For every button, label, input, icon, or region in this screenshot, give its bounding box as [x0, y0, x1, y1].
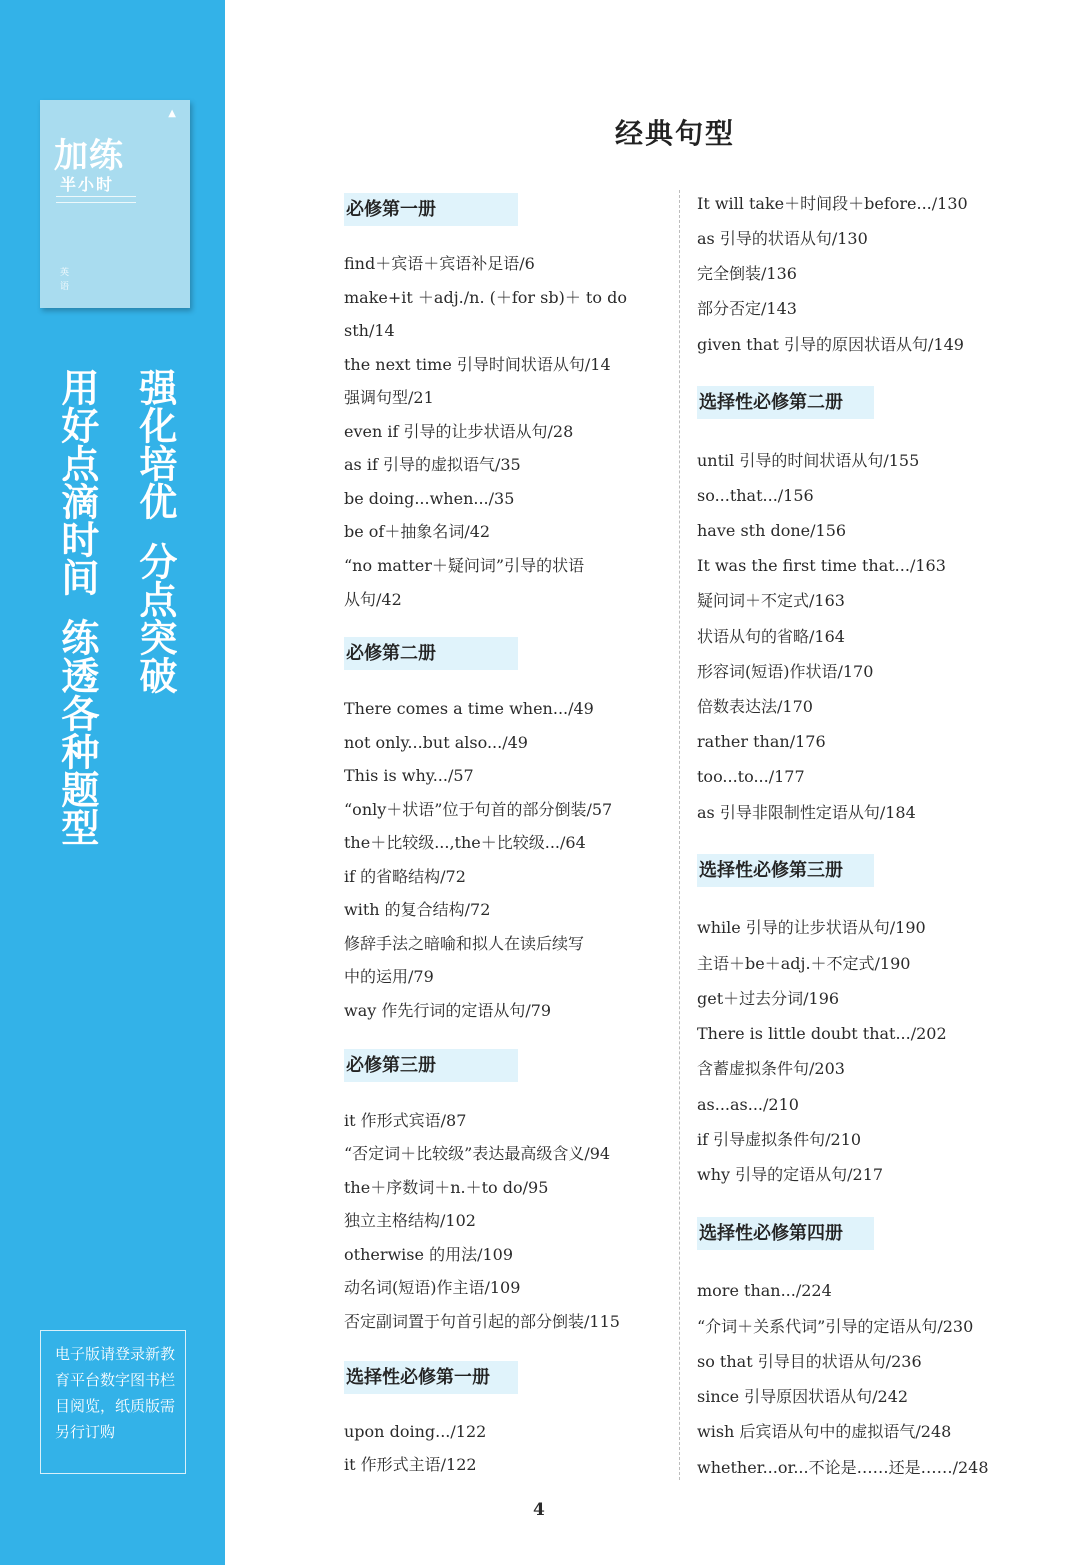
section-heading: 选择性必修第二册 — [697, 386, 874, 419]
list-item: sth/14 — [344, 321, 395, 340]
section-heading: 选择性必修第一册 — [344, 1361, 518, 1394]
list-item: otherwise 的用法/109 — [344, 1245, 513, 1264]
list-item: 修辞手法之暗喻和拟人在读后续写 — [344, 934, 585, 953]
list-item: “否定词＋比较级”表达最高级含义/94 — [344, 1144, 611, 1163]
slogan-left — [54, 368, 99, 846]
list-item: given that 引导的原因状语从句/149 — [697, 335, 964, 354]
list-item: more than.../224 — [697, 1281, 832, 1300]
list-item: “介词＋关系代词”引导的定语从句/230 — [697, 1317, 974, 1336]
list-item: way 作先行词的定语从句/79 — [344, 1001, 552, 1020]
list-item: why 引导的定语从句/217 — [697, 1165, 884, 1184]
list-item: until 引导的时间状语从句/155 — [697, 451, 920, 470]
cover-subtitle: 半小时 — [60, 175, 115, 194]
slogan-left-2: 练透各种题型 — [54, 618, 99, 846]
list-item: be of＋抽象名词/42 — [344, 522, 491, 541]
sidebar — [0, 0, 225, 1565]
list-item: as if 引导的虚拟语气/35 — [344, 455, 521, 474]
section-heading: 必修第二册 — [344, 637, 518, 670]
list-item: as 引导的状语从句/130 — [697, 229, 868, 248]
list-item: 部分否定/143 — [697, 299, 797, 318]
list-item: It was the first time that.../163 — [697, 556, 946, 575]
slogan-right-1: 强化培优 — [132, 368, 177, 520]
list-item: rather than/176 — [697, 732, 826, 751]
list-item: 独立主格结构/102 — [344, 1211, 476, 1230]
list-item: have sth done/156 — [697, 521, 847, 540]
list-item: 否定副词置于句首引起的部分倒装/115 — [344, 1312, 620, 1331]
list-item: 状语从句的省略/164 — [697, 627, 845, 646]
list-item: get＋过去分词/196 — [697, 989, 840, 1008]
list-item: upon doing.../122 — [344, 1422, 487, 1441]
slogan-left-1: 用好点滴时间 — [54, 368, 99, 596]
publisher-logo-icon: ▲ — [168, 108, 176, 119]
list-item: 含蓄虚拟条件句/203 — [697, 1059, 845, 1078]
list-item: so...that.../156 — [697, 486, 814, 505]
list-item: 从句/42 — [344, 590, 402, 609]
section-heading: 选择性必修第四册 — [697, 1217, 874, 1250]
list-item: the next time 引导时间状语从句/14 — [344, 355, 611, 374]
list-item: it 作形式主语/122 — [344, 1455, 477, 1474]
list-item: if 引导虚拟条件句/210 — [697, 1130, 862, 1149]
page-title: 经典句型 — [614, 117, 735, 150]
list-item: 完全倒装/136 — [697, 264, 797, 283]
section-heading: 必修第一册 — [344, 193, 518, 226]
list-item: 动名词(短语)作主语/109 — [344, 1278, 521, 1297]
digital-edition-notice: 电子版请登录新教育平台数字图书栏目阅览，纸质版需另行订购 — [40, 1330, 186, 1474]
list-item: whether...or...不论是……还是……/248 — [697, 1458, 989, 1477]
list-item: There comes a time when.../49 — [344, 699, 594, 718]
cover-divider — [56, 196, 136, 203]
slogan-right — [132, 368, 177, 694]
cover-subject: 英语 — [60, 268, 70, 292]
list-item: if 的省略结构/72 — [344, 867, 466, 886]
list-item: while 引导的让步状语从句/190 — [697, 918, 926, 937]
list-item: as...as.../210 — [697, 1095, 799, 1114]
list-item: be doing...when.../35 — [344, 489, 515, 508]
list-item: the＋比较级...,the＋比较级.../64 — [344, 833, 586, 852]
list-item: not only...but also.../49 — [344, 733, 528, 752]
cover-title: 加练 — [54, 136, 124, 176]
list-item: as 引导非限制性定语从句/184 — [697, 803, 916, 822]
list-item: so that 引导目的状语从句/236 — [697, 1352, 922, 1371]
section-heading: 选择性必修第三册 — [697, 854, 874, 887]
list-item: 中的运用/79 — [344, 967, 434, 986]
list-item: 倍数表达法/170 — [697, 697, 813, 716]
list-item: 形容词(短语)作状语/170 — [697, 662, 874, 681]
list-item: It will take＋时间段＋before.../130 — [697, 194, 968, 213]
list-item: even if 引导的让步状语从句/28 — [344, 422, 574, 441]
list-item: make+it ＋adj./n. (＋for sb)＋ to do — [344, 288, 627, 307]
page-number: 4 — [533, 1500, 545, 1520]
list-item: the＋序数词＋n.＋to do/95 — [344, 1178, 549, 1197]
section-heading: 必修第三册 — [344, 1049, 518, 1082]
slogan-right-2: 分点突破 — [132, 542, 177, 694]
list-item: “only＋状语”位于句首的部分倒装/57 — [344, 800, 613, 819]
list-item: There is little doubt that.../202 — [697, 1024, 947, 1043]
column-divider — [679, 190, 680, 1480]
list-item: with 的复合结构/72 — [344, 900, 491, 919]
list-item: it 作形式宾语/87 — [344, 1111, 467, 1130]
list-item: 疑问词＋不定式/163 — [697, 591, 845, 610]
list-item: This is why.../57 — [344, 766, 474, 785]
list-item: find＋宾语＋宾语补足语/6 — [344, 254, 535, 273]
list-item: “no matter＋疑问词”引导的状语 — [344, 556, 585, 575]
list-item: since 引导原因状语从句/242 — [697, 1387, 909, 1406]
list-item: wish 后宾语从句中的虚拟语气/248 — [697, 1422, 952, 1441]
list-item: 强调句型/21 — [344, 388, 434, 407]
list-item: too...to.../177 — [697, 767, 805, 786]
list-item: 主语＋be＋adj.＋不定式/190 — [697, 954, 911, 973]
